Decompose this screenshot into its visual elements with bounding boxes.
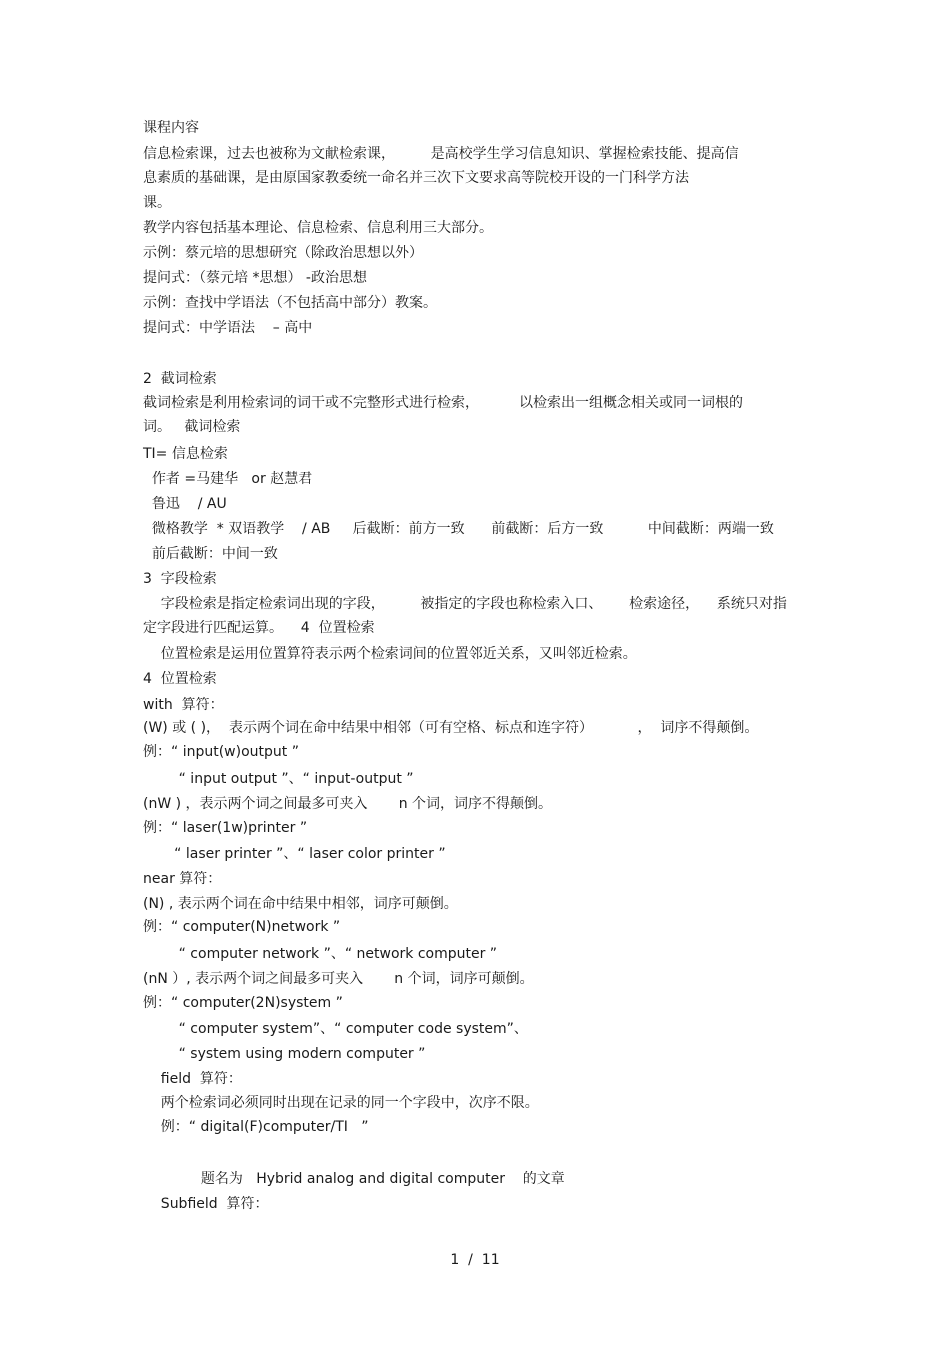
text-line: 例：“ computer(2N)system ” (143, 995, 343, 1011)
text-line: 示例：查找中学语法（不包括高中部分）教案。 (143, 295, 437, 311)
text-line: (N) , 表示两个词在命中结果中相邻，词序可颠倒。 (143, 896, 458, 912)
text-line: 教学内容包括基本理论、信息检索、信息利用三大部分。 (143, 220, 493, 236)
text-line: 作者 =马建华 or 赵慧君 (143, 471, 313, 487)
text-line: 提问式：中学语法 – 高中 (143, 320, 313, 336)
text-line: 例：“ input(w)output ” (143, 744, 299, 760)
text-line: 课。 (143, 195, 171, 211)
text-line: with 算符： (143, 697, 224, 713)
text-line: “ computer system”、“ computer code system”、 (143, 1021, 528, 1037)
heading-line: 3 字段检索 (143, 571, 217, 587)
text-line: 微格教学 * 双语教学 / AB 后截断：前方一致 前截断：后方一致 中间截断：两端一致 (143, 521, 774, 537)
text-line: (nN ）, 表示两个词之间最多可夹入 n 个词，词序可颠倒。 (143, 971, 534, 987)
text-line: Subfield 算符： (143, 1196, 269, 1212)
text-line: 例：“ laser(1w)printer ” (143, 820, 308, 836)
text-line: (W) 或 ( )， 表示两个词在命中结果中相邻（可有空格、标点和连字符） ， 词序不得颠倒。 (143, 720, 759, 736)
text-line: 例：“ digital(F)computer/TI ” (143, 1119, 369, 1135)
heading-line: 2 截词检索 (143, 371, 217, 387)
text-line: 息素质的基础课，是由原国家教委统一命名并三次下文要求高等院校开设的一门科学方法 (143, 170, 689, 186)
text-line: “ laser printer ”、“ laser color printer ” (143, 846, 446, 862)
text-line: 例：“ computer(N)network ” (143, 919, 341, 935)
text-line: “ input output ”、“ input-output ” (143, 771, 414, 787)
heading-line: 4 位置检索 (143, 671, 217, 687)
text-line: 信息检索课，过去也被称为文献检索课， 是高校学生学习信息知识、掌握检索技能、提高信 (143, 146, 739, 162)
text-line: 课程内容 (143, 120, 199, 136)
text-line: 提问式：（蔡元培 *思想） -政治思想 (143, 270, 367, 286)
text-line: “ system using modern computer ” (143, 1046, 426, 1062)
page-number: 1 / 11 (450, 1252, 500, 1268)
text-line: field 算符： (143, 1071, 242, 1087)
text-line: near 算符： (143, 871, 222, 887)
text-line: TI= 信息检索 (143, 446, 228, 462)
text-line: 示例：蔡元培的思想研究（除政治思想以外） (143, 245, 423, 261)
text-line: (nW ) ，表示两个词之间最多可夹入 n 个词，词序不得颠倒。 (143, 796, 553, 812)
text-line: 词。 截词检索 (143, 419, 241, 435)
text-line: 字段检索是指定检索词出现的字段， 被指定的字段也称检索入口、 检索途径， 系统只对指 (143, 596, 787, 612)
text-line: “ computer network ”、“ network computer ” (143, 946, 498, 962)
text-line: 截词检索是利用检索词的词干或不完整形式进行检索， 以检索出一组概念相关或同一词根的 (143, 395, 744, 411)
text-line: 前后截断：中间一致 (143, 546, 278, 562)
text-line: 鲁迅 / AU (143, 496, 227, 512)
text-line: 定字段进行匹配运算。 4 位置检索 (143, 620, 375, 636)
text-line: 两个检索词必须同时出现在记录的同一个字段中，次序不限。 (143, 1095, 539, 1111)
text-line: 位置检索是运用位置算符表示两个检索词间的位置邻近关系，又叫邻近检索。 (143, 646, 637, 662)
text-line: 题名为 Hybrid analog and digital computer 的文章 (143, 1171, 565, 1187)
